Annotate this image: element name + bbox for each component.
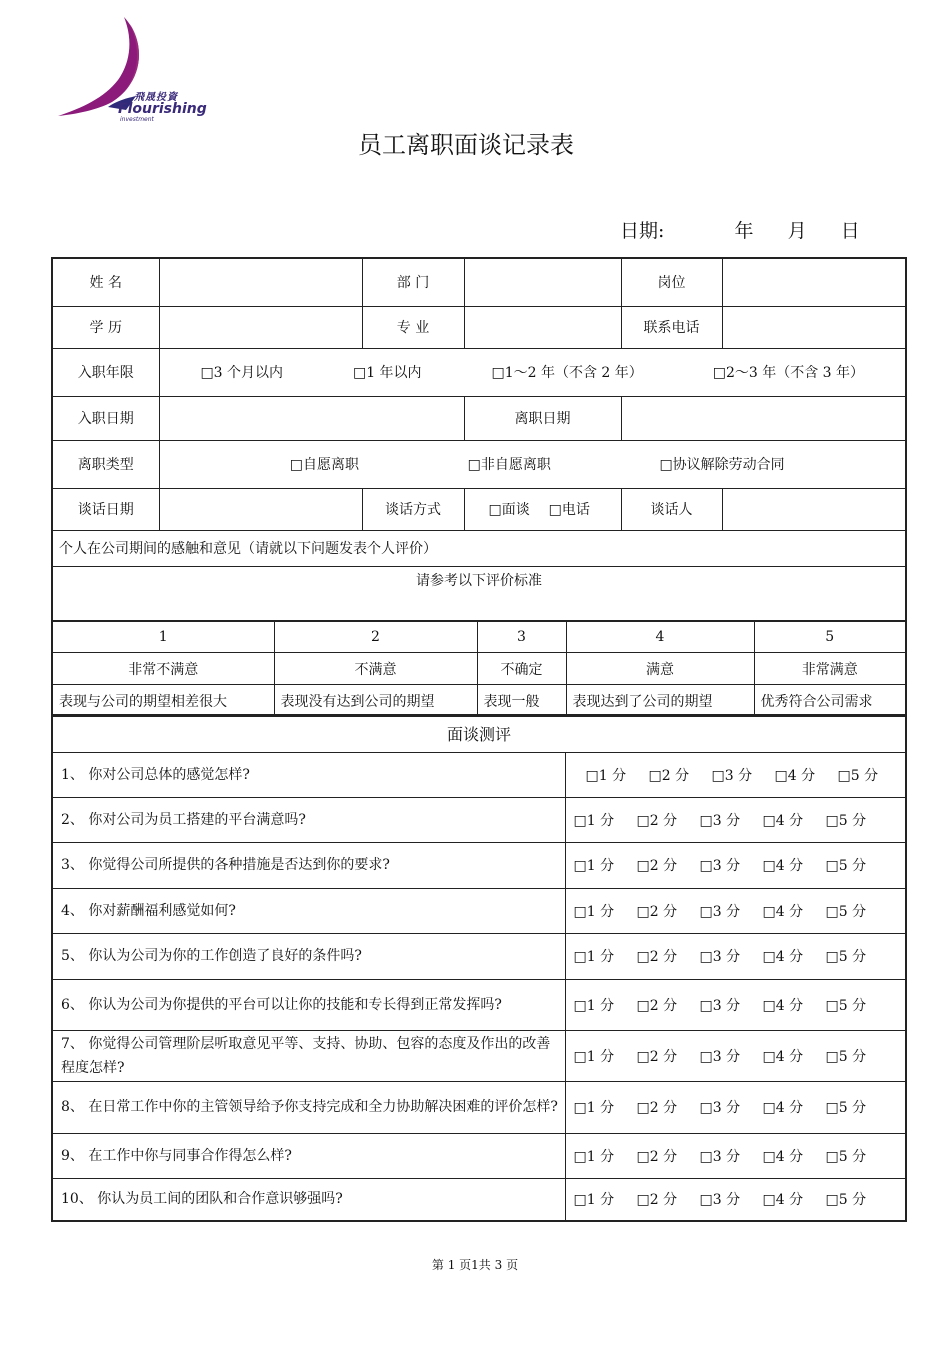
scale-number: 2 xyxy=(274,621,477,653)
leave-type-options xyxy=(159,440,906,488)
question-text: 5、 你认为公司为你的工作创造了良好的条件吗? xyxy=(52,933,565,979)
score-options xyxy=(565,1081,906,1133)
leave-type-option[interactable]: □协议解除劳动合同 xyxy=(659,457,785,473)
scale-name: 不确定 xyxy=(477,653,566,685)
score-option-4[interactable]: □4 分 xyxy=(762,1100,804,1116)
score-option-5[interactable]: □5 分 xyxy=(837,767,879,784)
tenure-option[interactable]: □1 年以内 xyxy=(352,365,422,381)
scale-desc: 优秀符合公司需求 xyxy=(754,685,906,717)
phone-field[interactable] xyxy=(722,306,906,348)
scale-number: 4 xyxy=(566,621,754,653)
logo-chinese-text: 飛晟投資 xyxy=(134,92,178,103)
score-option-4[interactable]: □4 分 xyxy=(762,997,804,1014)
tenure-option[interactable]: □3 个月以内 xyxy=(200,365,284,381)
dept-field[interactable] xyxy=(464,258,621,306)
question-text: 9、 在工作中你与同事合作得怎么样? xyxy=(52,1133,565,1178)
score-option-2[interactable]: □2 分 xyxy=(636,858,678,874)
scale-number: 5 xyxy=(754,621,906,653)
evaluation-table xyxy=(51,714,907,1222)
score-options xyxy=(565,888,906,933)
scale-name: 不满意 xyxy=(274,653,477,685)
scale-desc: 表现一般 xyxy=(477,685,566,717)
tenure-label: 入职年限 xyxy=(52,348,159,396)
question-row xyxy=(52,1178,906,1221)
score-option-3[interactable]: □3 分 xyxy=(699,1148,741,1165)
scale-name: 满意 xyxy=(566,653,754,685)
score-option-2[interactable]: □2 分 xyxy=(636,1148,678,1165)
leave-type-option[interactable]: □自愿离职 xyxy=(289,457,360,473)
score-options xyxy=(565,1178,906,1221)
score-option-2[interactable]: □2 分 xyxy=(636,903,678,920)
score-option-1[interactable]: □1 分 xyxy=(573,997,615,1014)
question-row xyxy=(52,888,906,933)
join-date-label: 入职日期 xyxy=(52,396,159,440)
score-option-5[interactable]: □5 分 xyxy=(825,858,867,874)
talk-way-option[interactable]: □面谈 xyxy=(488,502,530,518)
score-option-5[interactable]: □5 分 xyxy=(825,812,867,829)
score-option-3[interactable]: □3 分 xyxy=(699,903,741,920)
phone-label: 联系电话 xyxy=(621,306,722,348)
scale-number: 3 xyxy=(477,621,566,653)
tenure-option[interactable]: □2～3 年（不含 3 年） xyxy=(712,365,865,381)
score-option-4[interactable]: □4 分 xyxy=(762,1192,804,1209)
question-row xyxy=(52,1030,906,1081)
question-row xyxy=(52,1081,906,1133)
score-option-3[interactable]: □3 分 xyxy=(699,1100,741,1116)
score-option-3[interactable]: □3 分 xyxy=(699,1192,741,1209)
score-option-4[interactable]: □4 分 xyxy=(762,812,804,829)
score-option-2[interactable]: □2 分 xyxy=(636,949,678,965)
feel-label: 个人在公司期间的感触和意见（请就以下问题发表个人评价） xyxy=(52,530,906,566)
talk-way-option[interactable]: □电话 xyxy=(548,502,590,518)
major-field[interactable] xyxy=(464,306,621,348)
name-field[interactable] xyxy=(159,258,362,306)
question-text: 6、 你认为公司为你提供的平台可以让你的技能和专长得到正常发挥吗? xyxy=(52,979,565,1030)
question-row xyxy=(52,797,906,842)
score-options xyxy=(565,1030,906,1081)
score-option-4[interactable]: □4 分 xyxy=(762,949,804,965)
score-option-4[interactable]: □4 分 xyxy=(774,767,816,784)
employee-info-table xyxy=(51,257,907,622)
score-options xyxy=(565,1133,906,1178)
page-title: 员工离职面谈记录表 xyxy=(358,131,574,159)
score-option-3[interactable]: □3 分 xyxy=(699,812,741,829)
scale-name: 非常满意 xyxy=(754,653,906,685)
score-options xyxy=(565,797,906,842)
score-option-5[interactable]: □5 分 xyxy=(825,1048,867,1065)
major-label: 专 业 xyxy=(362,306,464,348)
post-label: 岗位 xyxy=(621,258,722,306)
score-option-1[interactable]: □1 分 xyxy=(573,858,615,874)
score-option-1[interactable]: □1 分 xyxy=(573,903,615,920)
rating-scale-table xyxy=(51,620,907,717)
logo-sub-text: investment xyxy=(120,116,154,123)
talk-way-options xyxy=(464,488,621,530)
question-row xyxy=(52,979,906,1030)
leave-type-option[interactable]: □非自愿离职 xyxy=(467,457,551,473)
score-option-2[interactable]: □2 分 xyxy=(648,767,690,784)
question-text: 7、 你觉得公司管理阶层听取意见平等、支持、协助、包容的态度及作出的改善程度怎样? xyxy=(52,1030,565,1081)
score-option-2[interactable]: □2 分 xyxy=(636,812,678,829)
talk-way-label: 谈话方式 xyxy=(362,488,464,530)
score-option-1[interactable]: □1 分 xyxy=(573,1100,615,1116)
score-option-4[interactable]: □4 分 xyxy=(762,1148,804,1165)
question-text: 2、 你对公司为员工搭建的平台满意吗? xyxy=(52,797,565,842)
question-text: 3、 你觉得公司所提供的各种措施是否达到你的要求? xyxy=(52,842,565,888)
date-month: 月 xyxy=(787,220,807,242)
question-row xyxy=(52,933,906,979)
date-year: 年 xyxy=(734,220,754,242)
scale-number: 1 xyxy=(52,621,274,653)
question-text: 10、 你认为员工间的团队和合作意识够强吗? xyxy=(52,1178,565,1221)
question-row xyxy=(52,842,906,888)
date-label: 日期: xyxy=(620,220,665,242)
date-line xyxy=(620,216,860,243)
dept-label: 部 门 xyxy=(362,258,464,306)
talk-date-field[interactable] xyxy=(159,488,362,530)
evaluation-heading: 面谈测评 xyxy=(52,715,906,752)
score-option-2[interactable]: □2 分 xyxy=(636,1192,678,1209)
score-option-1[interactable]: □1 分 xyxy=(573,949,615,965)
score-option-3[interactable]: □3 分 xyxy=(699,858,741,874)
score-option-1[interactable]: □1 分 xyxy=(573,1048,615,1065)
leave-type-label: 离职类型 xyxy=(52,440,159,488)
score-option-3[interactable]: □3 分 xyxy=(699,949,741,965)
score-option-1[interactable]: □1 分 xyxy=(573,1148,615,1165)
logo-english-text: Flourishing xyxy=(118,101,207,117)
join-date-field[interactable] xyxy=(159,396,464,440)
score-option-3[interactable]: □3 分 xyxy=(699,1048,741,1065)
score-option-5[interactable]: □5 分 xyxy=(825,997,867,1014)
question-text: 1、 你对公司总体的感觉怎样? xyxy=(52,752,565,797)
scale-desc: 表现与公司的期望相差很大 xyxy=(52,685,274,717)
score-option-1[interactable]: □1 分 xyxy=(573,1192,615,1209)
question-text: 4、 你对薪酬福利感觉如何? xyxy=(52,888,565,933)
score-option-3[interactable]: □3 分 xyxy=(711,767,753,784)
scale-desc: 表现没有达到公司的期望 xyxy=(274,685,477,717)
score-option-2[interactable]: □2 分 xyxy=(636,1100,678,1116)
score-options xyxy=(565,979,906,1030)
scale-desc: 表现达到了公司的期望 xyxy=(566,685,754,717)
talker-field[interactable] xyxy=(722,488,906,530)
score-option-4[interactable]: □4 分 xyxy=(762,1048,804,1065)
score-option-2[interactable]: □2 分 xyxy=(636,1048,678,1065)
score-option-3[interactable]: □3 分 xyxy=(699,997,741,1014)
question-text: 8、 在日常工作中你的主管领导给予你支持完成和全力协助解决困难的评价怎样? xyxy=(52,1081,565,1133)
score-option-1[interactable]: □1 分 xyxy=(573,812,615,829)
question-row xyxy=(52,1133,906,1178)
score-options xyxy=(565,752,906,797)
post-field[interactable] xyxy=(722,258,906,306)
edu-label: 学 历 xyxy=(52,306,159,348)
score-options xyxy=(565,933,906,979)
score-option-5[interactable]: □5 分 xyxy=(825,1192,867,1209)
scale-name: 非常不满意 xyxy=(52,653,274,685)
date-day: 日 xyxy=(840,220,860,242)
score-option-4[interactable]: □4 分 xyxy=(762,903,804,920)
leave-date-field[interactable] xyxy=(621,396,906,440)
reference-label: 请参考以下评价标准 xyxy=(52,566,906,621)
tenure-options xyxy=(159,348,906,396)
name-label: 姓 名 xyxy=(52,258,159,306)
score-option-4[interactable]: □4 分 xyxy=(762,858,804,874)
score-option-1[interactable]: □1 分 xyxy=(585,767,627,784)
tenure-option[interactable]: □1～2 年（不含 2 年） xyxy=(491,365,643,381)
edu-field[interactable] xyxy=(159,306,362,348)
score-option-5[interactable]: □5 分 xyxy=(825,949,867,965)
score-option-5[interactable]: □5 分 xyxy=(825,903,867,920)
score-options xyxy=(565,842,906,888)
page-footer: 第 1 页1共 3 页 xyxy=(431,1258,519,1272)
score-option-5[interactable]: □5 分 xyxy=(825,1100,867,1116)
leave-date-label: 离职日期 xyxy=(464,396,621,440)
talk-date-label: 谈话日期 xyxy=(52,488,159,530)
score-option-5[interactable]: □5 分 xyxy=(825,1148,867,1165)
score-option-2[interactable]: □2 分 xyxy=(636,997,678,1014)
talker-label: 谈话人 xyxy=(621,488,722,530)
question-row xyxy=(52,752,906,797)
